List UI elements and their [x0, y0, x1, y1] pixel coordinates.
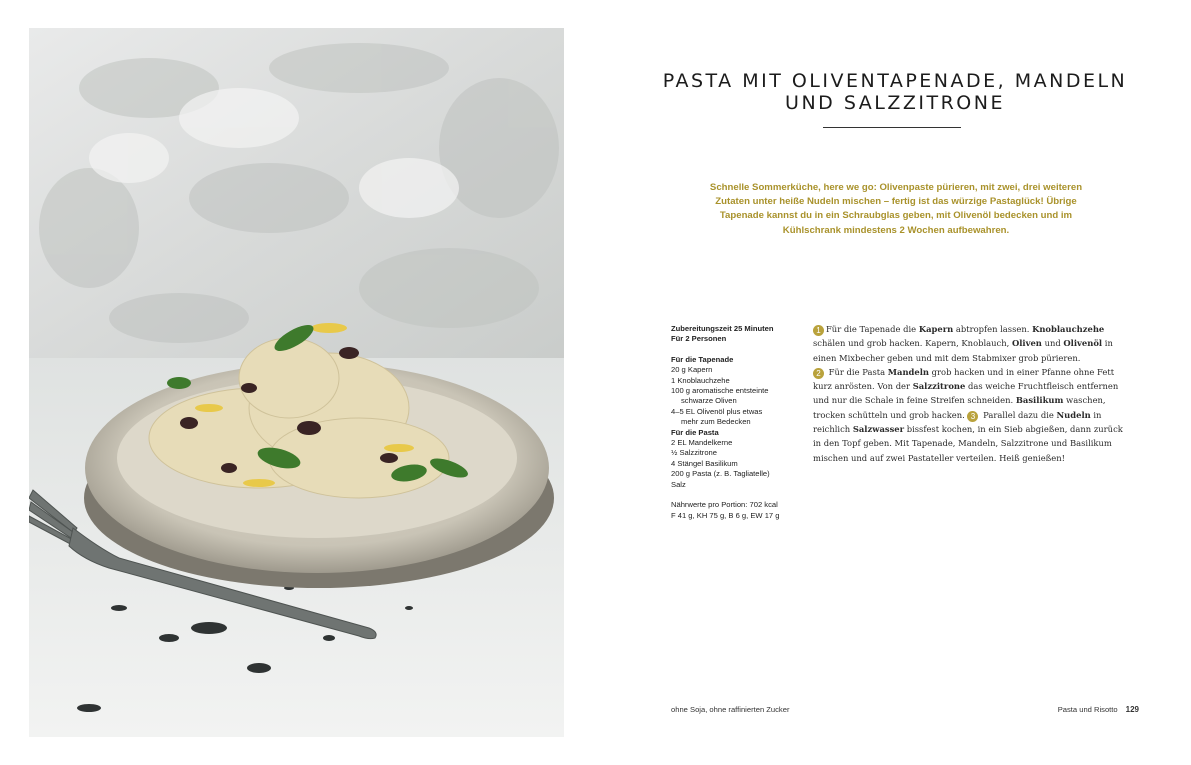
pasta-photo — [29, 28, 564, 737]
step-number-3: 3 — [967, 411, 978, 422]
pasta-heading: Für die Pasta — [671, 427, 719, 437]
ingredient-item: 4–5 EL Olivenöl plus etwas — [671, 406, 763, 416]
ingredient-item: mehr zum Bedecken — [681, 417, 751, 427]
page-number: 129 — [1125, 705, 1139, 714]
step-number-1: 1 — [813, 325, 824, 336]
ingredient-item: Salz — [671, 479, 686, 489]
recipe-title-line1: PASTA MIT OLIVENTAPENADE, MANDELN — [662, 70, 1128, 92]
section-name: Pasta und Risotto — [1057, 705, 1118, 714]
ingredient-item: 100 g aromatische entsteinte — [671, 386, 769, 396]
ingredient-item: 4 Stängel Basilikum — [671, 458, 738, 468]
ingredient-item: 2 EL Mandelkerne — [671, 438, 733, 448]
nutrition-line: Nährwerte pro Portion: 702 kcal — [671, 500, 778, 510]
ingredient-item: ½ Salzzitrone — [671, 448, 718, 458]
prep-time: Zubereitungszeit 25 Minuten — [671, 324, 774, 333]
recipe-intro: Schnelle Sommerküche, here we go: Olivenpaste pürieren, mit zwei, drei weiteren Zutaten unter heiße Nudeln mischen – fertig ist das würzige Pastaglück! Übrige Tapenade kannst du in ein Schraubglas geben, mit Olivenöl bedecken und im Kühlschrank mindestens 2 Wochen aufbewahren. — [709, 182, 1083, 236]
servings: Für 2 Personen — [671, 334, 727, 344]
recipe-steps: 1 Für die Tapenade die Kapern abtropfen lassen. Knoblauchzehe schälen und grob hacken. Kapern, Knoblauch, Oliven und Olivenöl in einen Mixbecher geben und mit dem Stabmixer grob pürieren. 2 Für die Pasta Mandeln grob hacken und in einer Pfanne ohne Fett kurz anrösten. Von der Salzzitrone das weiche Fruchtfleisch entfernen und nur die Schale in feine Streifen schneiden. Basilikum waschen, trocken schütteln und grob hacken. 3 Parallel dazu die Nudeln in reichlich Salzwasser bissfest kochen, in ein Sieb abgießen, dann zurück in den Topf geben. Mit Tapenade, Mandeln, Salzzitrone und Basilikum mischen und auf zwei Pastateller verteilen. Heiß genießen! — [813, 324, 1123, 463]
ingredient-item: schwarze Oliven — [681, 396, 737, 406]
ingredients-column — [671, 324, 806, 521]
footer-section — [1058, 705, 1139, 714]
nutrition-line: F 41 g, KH 75 g, B 6 g, EW 17 g — [671, 510, 780, 520]
ingredient-item: 20 g Kapern — [671, 365, 713, 375]
ingredient-item: 1 Knoblauchzehe — [671, 375, 730, 385]
tapenade-heading: Für die Tapenade — [671, 354, 734, 364]
ingredient-item: 200 g Pasta (z. B. Tagliatelle) — [671, 469, 770, 479]
recipe-title-line2: UND SALZZITRONE — [785, 92, 1005, 114]
step-number-2: 2 — [813, 368, 824, 379]
footer-note: ohne Soja, ohne raffinierten Zucker — [671, 705, 790, 714]
title-divider — [823, 127, 961, 128]
